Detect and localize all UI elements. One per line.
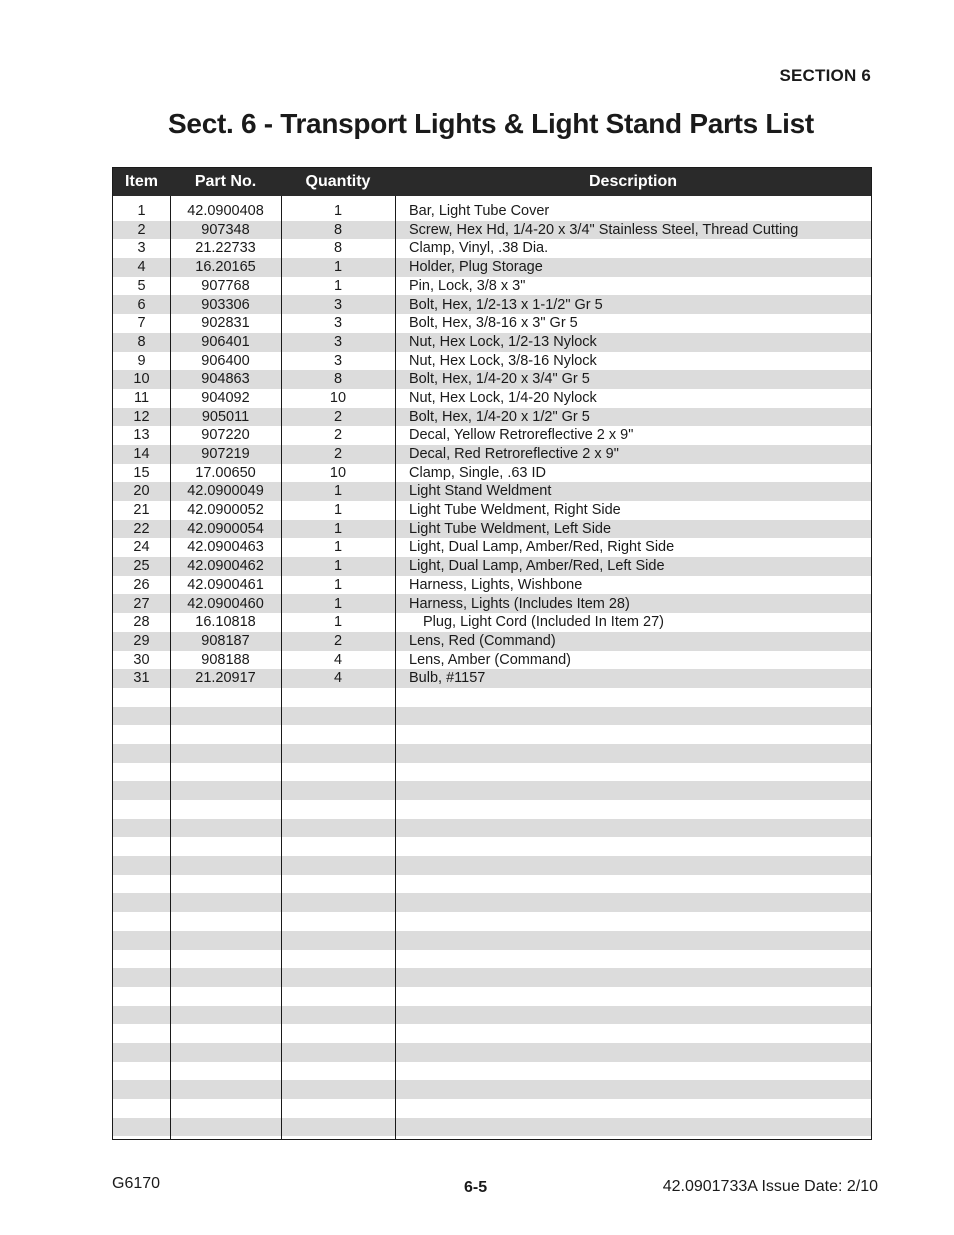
- table-row: [113, 314, 871, 333]
- column-header-description: Description: [588, 173, 677, 190]
- description-cell: Light, Dual Lamp, Amber/Red, Right Side: [409, 540, 675, 555]
- quantity-cell: 4: [333, 671, 343, 686]
- empty-row: [113, 1043, 871, 1062]
- item-cell: 4: [137, 260, 146, 275]
- description-cell: Bolt, Hex, 1/4-20 x 3/4" Gr 5: [409, 372, 590, 387]
- page-number: 6-5: [464, 1179, 488, 1196]
- part-no-cell: 906400: [201, 353, 250, 369]
- table-row: [113, 389, 871, 408]
- empty-row: [113, 987, 871, 1006]
- table-row: [113, 632, 871, 651]
- description-cell: Nut, Hex Lock, 1/4-20 Nylock: [409, 390, 597, 406]
- description-cell: Holder, Plug Storage: [409, 260, 543, 275]
- quantity-cell: 1: [333, 204, 343, 219]
- table-row: [113, 557, 871, 576]
- item-cell: 11: [133, 390, 150, 406]
- part-no-cell: 907219: [201, 447, 250, 462]
- item-cell: 25: [133, 559, 150, 574]
- part-no-cell: 17.00650: [195, 465, 256, 481]
- parts-table: [112, 167, 872, 1140]
- part-no-cell: 21.20917: [195, 671, 256, 686]
- quantity-cell: 2: [333, 633, 343, 649]
- table-row: [113, 202, 871, 221]
- item-cell: 3: [137, 241, 146, 256]
- table-row: [113, 669, 871, 688]
- table-row: [113, 295, 871, 314]
- quantity-cell: 1: [333, 559, 343, 574]
- model-number: G6170: [112, 1175, 161, 1192]
- item-cell: 27: [133, 596, 150, 612]
- empty-row: [113, 1099, 871, 1118]
- table-row: [113, 352, 871, 371]
- item-cell: 24: [133, 540, 150, 555]
- empty-row: [113, 725, 871, 744]
- quantity-cell: 1: [333, 484, 343, 499]
- part-no-cell: 904863: [201, 372, 250, 387]
- item-cell: 26: [133, 577, 150, 593]
- quantity-cell: 2: [333, 447, 343, 462]
- item-cell: 5: [137, 278, 146, 294]
- part-no-cell: 42.0900461: [187, 577, 264, 593]
- empty-row: [113, 707, 871, 726]
- table-row: [113, 613, 871, 632]
- quantity-cell: 8: [333, 222, 343, 238]
- description-cell: Clamp, Single, .63 ID: [409, 465, 547, 481]
- description-cell: Nut, Hex Lock, 1/2-13 Nylock: [409, 334, 597, 350]
- item-cell: 6: [137, 297, 146, 313]
- table-body: [113, 202, 871, 1139]
- empty-row: [113, 819, 871, 838]
- description-cell: Bulb, #1157: [409, 671, 486, 686]
- quantity-cell: 1: [333, 260, 343, 275]
- description-cell: Pin, Lock, 3/8 x 3": [409, 278, 526, 294]
- table-row: [113, 333, 871, 352]
- table-row: [113, 651, 871, 670]
- column-divider: [170, 196, 171, 1139]
- quantity-cell: 3: [333, 297, 343, 313]
- empty-row: [113, 912, 871, 931]
- part-no-cell: 908188: [201, 652, 250, 668]
- table-row: [113, 370, 871, 389]
- description-cell: Screw, Hex Hd, 1/4-20 x 3/4" Stainless Steel, Thread Cutting: [409, 222, 799, 238]
- column-header-quantity: Quantity: [305, 173, 371, 190]
- table-row: [113, 576, 871, 595]
- empty-row: [113, 1006, 871, 1025]
- item-cell: 21: [133, 503, 150, 518]
- table-row: [113, 520, 871, 539]
- empty-row: [113, 763, 871, 782]
- item-cell: 10: [133, 372, 150, 387]
- quantity-cell: 10: [329, 465, 347, 481]
- item-cell: 1: [137, 204, 146, 219]
- column-header-part-no: Part No.: [194, 173, 257, 190]
- item-cell: 14: [133, 447, 150, 462]
- quantity-cell: 1: [333, 615, 343, 630]
- quantity-cell: 1: [333, 278, 343, 294]
- description-cell: Decal, Red Retroreflective 2 x 9": [409, 447, 619, 462]
- description-cell: Harness, Lights, Wishbone: [409, 577, 583, 593]
- empty-row: [113, 800, 871, 819]
- part-no-cell: 902831: [201, 316, 250, 331]
- description-cell: Nut, Hex Lock, 3/8-16 Nylock: [409, 353, 597, 369]
- part-no-cell: 16.20165: [195, 260, 256, 275]
- empty-row: [113, 781, 871, 800]
- part-no-cell: 16.10818: [195, 615, 256, 630]
- table-row: [113, 239, 871, 258]
- description-cell: Bar, Light Tube Cover: [409, 204, 550, 219]
- part-no-cell: 21.22733: [195, 241, 256, 256]
- table-row: [113, 221, 871, 240]
- item-cell: 31: [133, 671, 150, 686]
- item-cell: 9: [137, 353, 146, 369]
- empty-row: [113, 837, 871, 856]
- quantity-cell: 4: [333, 652, 343, 668]
- empty-row: [113, 1080, 871, 1099]
- quantity-cell: 1: [333, 596, 343, 612]
- table-row: [113, 445, 871, 464]
- item-cell: 8: [137, 334, 146, 350]
- item-cell: 22: [133, 521, 150, 537]
- description-cell: Light Tube Weldment, Left Side: [409, 521, 612, 537]
- empty-row: [113, 856, 871, 875]
- part-no-cell: 906401: [201, 334, 250, 350]
- page-title: Sect. 6 - Transport Lights & Light Stand Parts List: [168, 108, 814, 139]
- column-divider: [281, 196, 282, 1139]
- empty-row: [113, 1024, 871, 1043]
- table-row: [113, 426, 871, 445]
- description-cell: Light, Dual Lamp, Amber/Red, Left Side: [409, 559, 665, 574]
- description-cell: Bolt, Hex, 1/4-20 x 1/2" Gr 5: [409, 409, 590, 425]
- item-cell: 7: [137, 316, 146, 331]
- empty-row: [113, 688, 871, 707]
- part-no-cell: 42.0900054: [187, 521, 264, 537]
- description-cell: Bolt, Hex, 3/8-16 x 3" Gr 5: [409, 316, 578, 331]
- part-no-cell: 907348: [201, 222, 250, 238]
- quantity-cell: 3: [333, 353, 343, 369]
- description-cell: Decal, Yellow Retroreflective 2 x 9": [409, 428, 634, 443]
- quantity-cell: 2: [333, 428, 343, 443]
- document-issue: 42.0901733A Issue Date: 2/10: [662, 1178, 878, 1195]
- table-row: [113, 482, 871, 501]
- description-cell: Harness, Lights (Includes Item 28): [409, 596, 630, 612]
- description-cell: Lens, Red (Command): [409, 633, 556, 649]
- part-no-cell: 42.0900408: [187, 204, 264, 219]
- item-cell: 28: [133, 615, 150, 630]
- table-row: [113, 501, 871, 520]
- item-cell: 20: [133, 484, 150, 499]
- item-cell: 13: [133, 428, 150, 443]
- table-header: [113, 168, 871, 196]
- item-cell: 29: [133, 633, 150, 649]
- part-no-cell: 908187: [201, 633, 250, 649]
- part-no-cell: 903306: [201, 297, 250, 313]
- part-no-cell: 42.0900052: [187, 503, 264, 518]
- quantity-cell: 8: [333, 241, 343, 256]
- empty-row: [113, 744, 871, 763]
- quantity-cell: 1: [333, 521, 343, 537]
- description-cell: Lens, Amber (Command): [409, 652, 571, 668]
- part-no-cell: 42.0900460: [187, 596, 264, 612]
- empty-row: [113, 1062, 871, 1081]
- empty-row: [113, 950, 871, 969]
- part-no-cell: 907768: [201, 278, 250, 294]
- table-row: [113, 594, 871, 613]
- column-header-item: Item: [125, 173, 158, 190]
- description-cell: Light Tube Weldment, Right Side: [409, 503, 621, 518]
- quantity-cell: 1: [333, 503, 343, 518]
- empty-row: [113, 968, 871, 987]
- table-row: [113, 464, 871, 483]
- section-label: SECTION 6: [779, 66, 871, 85]
- table-row: [113, 258, 871, 277]
- part-no-cell: 904092: [201, 390, 250, 406]
- item-cell: 2: [137, 222, 146, 238]
- table-row: [113, 277, 871, 296]
- description-cell: Clamp, Vinyl, .38 Dia.: [409, 241, 549, 256]
- item-cell: 12: [133, 409, 150, 425]
- part-no-cell: 42.0900463: [187, 540, 264, 555]
- quantity-cell: 10: [329, 390, 347, 406]
- quantity-cell: 3: [333, 334, 343, 350]
- empty-row: [113, 875, 871, 894]
- part-no-cell: 905011: [201, 409, 250, 425]
- item-cell: 15: [133, 465, 150, 481]
- empty-row: [113, 1118, 871, 1137]
- part-no-cell: 42.0900049: [187, 484, 264, 499]
- description-cell: Bolt, Hex, 1/2-13 x 1-1/2" Gr 5: [409, 297, 603, 313]
- empty-row: [113, 893, 871, 912]
- column-divider: [395, 196, 396, 1139]
- description-cell: Plug, Light Cord (Included In Item 27): [423, 615, 664, 630]
- table-row: [113, 408, 871, 427]
- table-row: [113, 538, 871, 557]
- item-cell: 30: [133, 652, 150, 668]
- quantity-cell: 1: [333, 540, 343, 555]
- quantity-cell: 8: [333, 372, 343, 387]
- quantity-cell: 3: [333, 316, 343, 331]
- quantity-cell: 2: [333, 409, 343, 425]
- part-no-cell: 42.0900462: [187, 559, 264, 574]
- description-cell: Light Stand Weldment: [409, 484, 552, 499]
- part-no-cell: 907220: [201, 428, 250, 443]
- quantity-cell: 1: [333, 577, 343, 593]
- empty-row: [113, 931, 871, 950]
